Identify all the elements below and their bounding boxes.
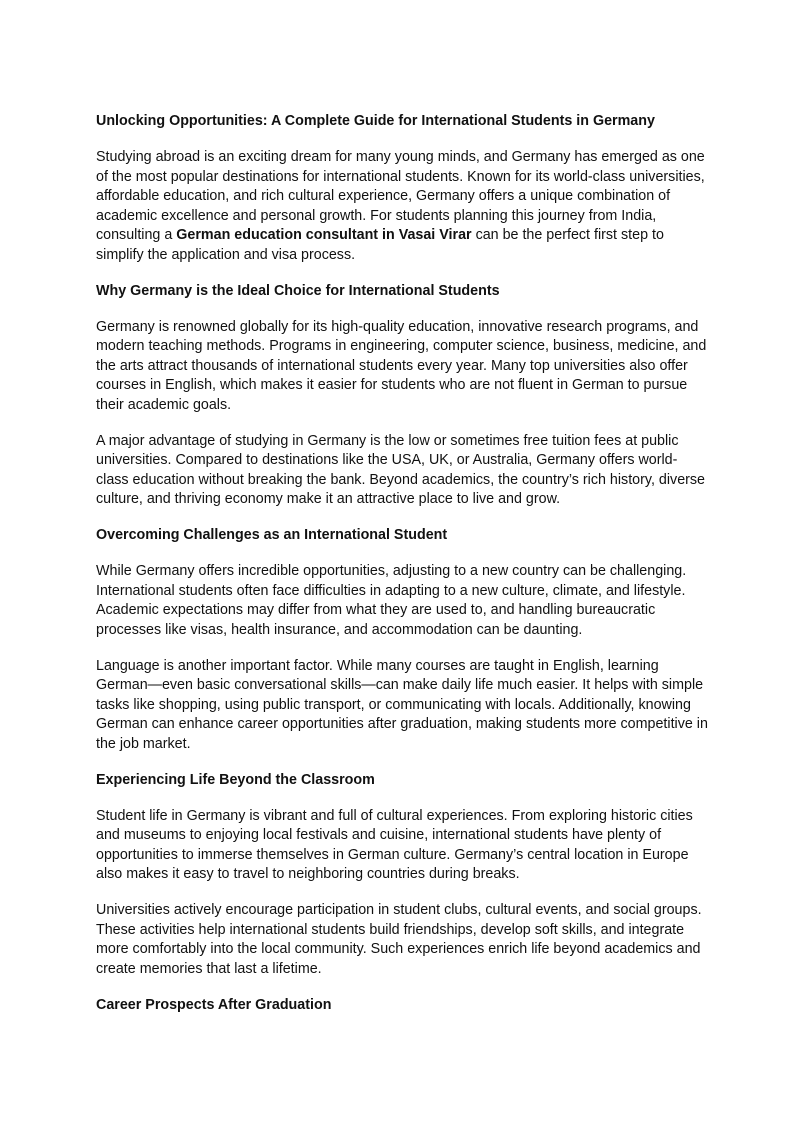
document-page xyxy=(96,112,708,1032)
section-paragraph: While Germany offers incredible opportunities, adjusting to a new country can be challenging. International students often face difficulties in adapting to a new culture, climate, and lifestyle. Academic expectations may differ from what they are used to, and handling bureaucratic processes like visas, health insurance, and accommodation can be daunting. xyxy=(96,563,687,638)
section-paragraph: Germany is renowned globally for its high-quality education, innovative research programs, and modern teaching methods. Programs in engineering, computer science, business, medicine, and the arts attract thousands of international students every year. Many top universities also offer courses in English, which makes it easier for students who are not fluent in German to pursue their academic goals. xyxy=(96,318,707,413)
section-paragraph: Universities actively encourage participation in student clubs, cultural events, and social groups. These activities help international students build friendships, develop soft skills, and integrate more comfortably into the local community. Such experiences enrich life beyond academics and create memories that last a lifetime. xyxy=(96,902,702,977)
intro-text-end: can be the perfect first step to simplify the application and visa process. xyxy=(96,227,664,263)
section-paragraph: A major advantage of studying in Germany is the low or sometimes free tuition fees at public universities. Compared to destinations like the USA, UK, or Australia, Germany offers world-class education without breaking the bank. Beyond academics, the country’s rich history, diverse culture, and thriving economy make it an attractive place to live and grow. xyxy=(96,432,705,507)
section-heading-why-germany: Why Germany is the Ideal Choice for International Students xyxy=(96,282,500,299)
document-title: Unlocking Opportunities: A Complete Guide for International Students in Germany xyxy=(96,113,655,129)
section-heading-career-prospects: Career Prospects After Graduation xyxy=(96,996,332,1013)
section-heading-life-beyond-classroom: Experiencing Life Beyond the Classroom xyxy=(96,771,375,788)
intro-paragraph xyxy=(96,148,708,265)
section-paragraph: Student life in Germany is vibrant and full of cultural experiences. From exploring historic cities and museums to enjoying local festivals and cuisine, international students have plenty of opportunities to immerse themselves in German culture. Germany’s central location in Europe also makes it easy to travel to neighboring countries during breaks. xyxy=(96,807,693,882)
intro-text-start: Studying abroad is an exciting dream for many young minds, and Germany has emerged as one of the most popular destinations for international students. Known for its world-class universities, affordable education, and rich cultural experience, Germany offers a unique combination of academic excellence and personal growth. For students planning this journey from India, consulting a xyxy=(96,149,705,243)
section-paragraph: Language is another important factor. While many courses are taught in English, learning German—even basic conversational skills—can make daily life much easier. It helps with simple tasks like shopping, using public transport, or communicating with locals. Additionally, knowing German can enhance career opportunities after graduation, making students more competitive in the job market. xyxy=(96,657,708,752)
intro-bold-phrase: German education consultant in Vasai Virar xyxy=(176,227,472,243)
section-heading-challenges: Overcoming Challenges as an International Student xyxy=(96,527,448,543)
